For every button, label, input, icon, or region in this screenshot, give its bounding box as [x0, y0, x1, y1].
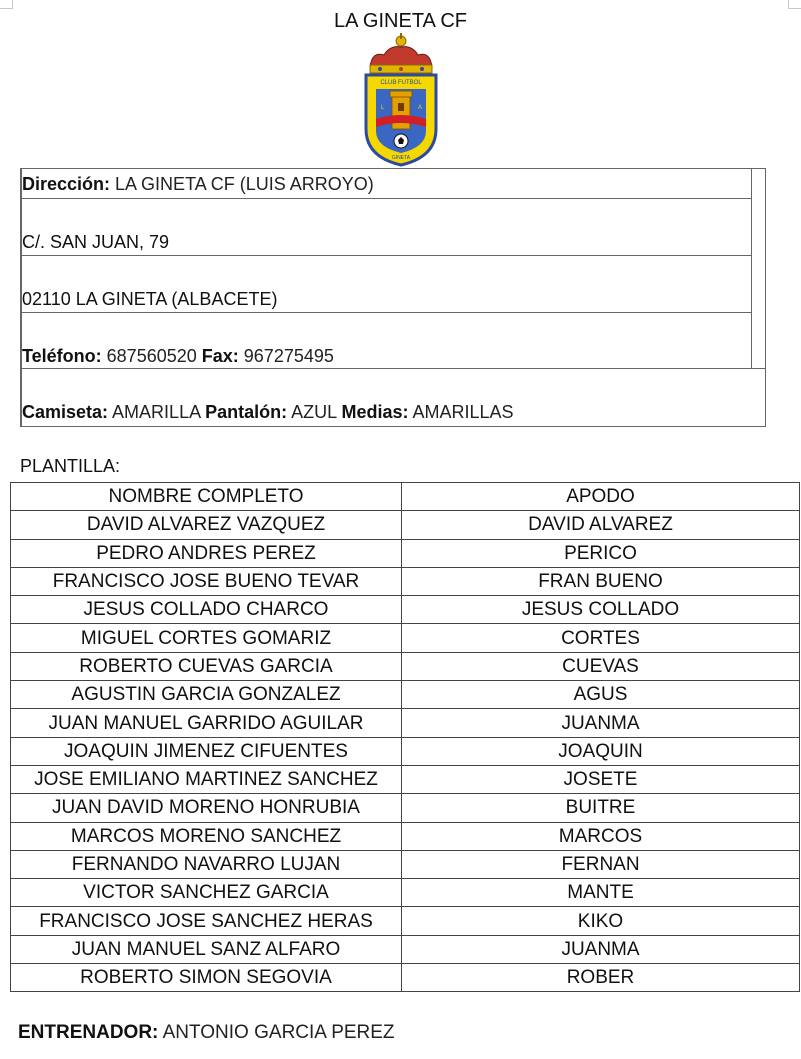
- player-full-name: ROBERTO SIMON SEGOVIA: [11, 964, 402, 992]
- player-nickname: AGUS: [402, 681, 800, 709]
- player-full-name: MARCOS MORENO SANCHEZ: [11, 822, 402, 850]
- direccion-line: [22, 174, 374, 195]
- player-full-name: FRANCISCO JOSE BUENO TEVAR: [11, 567, 402, 595]
- svg-text:CLUB FUTBOL: CLUB FUTBOL: [380, 80, 422, 86]
- player-full-name: AGUSTIN GARCIA GONZALEZ: [11, 681, 402, 709]
- player-nickname: JUANMA: [402, 935, 800, 963]
- player-nickname: FRAN BUENO: [402, 567, 800, 595]
- roster-table: [10, 482, 800, 992]
- table-row: [11, 709, 800, 737]
- roster-body: [11, 511, 800, 992]
- page-corner-mark-left: [0, 0, 13, 9]
- player-full-name: MIGUEL CORTES GOMARIZ: [11, 624, 402, 652]
- player-nickname: JOSETE: [402, 765, 800, 793]
- player-nickname: DAVID ALVAREZ: [402, 511, 800, 539]
- player-nickname: JOAQUIN: [402, 737, 800, 765]
- calle-line: C/. SAN JUAN, 79: [22, 232, 170, 252]
- player-full-name: JOAQUIN JIMENEZ CIFUENTES: [11, 737, 402, 765]
- column-header-nombre: NOMBRE COMPLETO: [11, 483, 402, 511]
- club-crest-logo: [360, 33, 442, 167]
- player-full-name: JOSE EMILIANO MARTINEZ SANCHEZ: [11, 765, 402, 793]
- entrenador-label: ENTRENADOR:: [18, 1022, 159, 1043]
- direccion-value: LA GINETA CF (LUIS ARROYO): [110, 174, 374, 194]
- player-nickname: JESUS COLLADO: [402, 596, 800, 624]
- medias-label: Medias:: [341, 402, 409, 422]
- player-nickname: ROBER: [402, 964, 800, 992]
- table-row: [11, 567, 800, 595]
- player-nickname: MARCOS: [402, 822, 800, 850]
- table-row: [11, 681, 800, 709]
- direccion-label: Dirección:: [22, 174, 111, 194]
- player-full-name: VICTOR SANCHEZ GARCIA: [11, 879, 402, 907]
- table-row: [11, 539, 800, 567]
- camiseta-value: AMARILLA: [108, 402, 206, 422]
- table-row: [11, 624, 800, 652]
- player-nickname: JUANMA: [402, 709, 800, 737]
- contact-info-block: [20, 168, 766, 428]
- pantalon-label: Pantalón:: [205, 402, 288, 422]
- player-nickname: PERICO: [402, 539, 800, 567]
- table-row: [11, 765, 800, 793]
- table-row: [11, 850, 800, 878]
- player-full-name: JUAN MANUEL SANZ ALFARO: [11, 935, 402, 963]
- entrenador-line: [18, 1022, 395, 1044]
- table-row: [11, 907, 800, 935]
- player-full-name: JESUS COLLADO CHARCO: [11, 596, 402, 624]
- player-full-name: JUAN DAVID MORENO HONRUBIA: [11, 794, 402, 822]
- pantalon-value: AZUL: [287, 402, 342, 422]
- telefono-value: 687560520: [101, 346, 202, 366]
- ciudad-line: 02110 LA GINETA (ALBACETE): [22, 289, 278, 309]
- svg-text:GINETA: GINETA: [391, 155, 411, 161]
- table-row: [11, 737, 800, 765]
- fax-value: 967275495: [238, 346, 334, 366]
- player-nickname: BUITRE: [402, 794, 800, 822]
- table-header-row: [11, 483, 800, 511]
- divider: [22, 198, 752, 199]
- player-full-name: FRANCISCO JOSE SANCHEZ HERAS: [11, 907, 402, 935]
- table-row: [11, 935, 800, 963]
- document-title: LA GINETA CF: [334, 10, 467, 32]
- table-row: [11, 964, 800, 992]
- telefono-line: [22, 346, 334, 367]
- medias-value: AMARILLAS: [408, 402, 514, 422]
- player-full-name: JUAN MANUEL GARRIDO AGUILAR: [11, 709, 402, 737]
- plantilla-heading: PLANTILLA:: [20, 456, 121, 476]
- entrenador-value: ANTONIO GARCIA PEREZ: [158, 1022, 395, 1043]
- table-row: [11, 822, 800, 850]
- player-full-name: PEDRO ANDRES PEREZ: [11, 539, 402, 567]
- player-full-name: FERNANDO NAVARRO LUJAN: [11, 850, 402, 878]
- table-row: [11, 794, 800, 822]
- player-nickname: MANTE: [402, 879, 800, 907]
- table-row: [11, 879, 800, 907]
- divider: [22, 255, 752, 256]
- player-full-name: ROBERTO CUEVAS GARCIA: [11, 652, 402, 680]
- player-nickname: CUEVAS: [402, 652, 800, 680]
- divider: [22, 312, 752, 313]
- table-row: [11, 511, 800, 539]
- svg-text:L: L: [381, 105, 385, 111]
- table-row: [11, 596, 800, 624]
- page-corner-mark-right: [788, 0, 801, 9]
- column-header-apodo: APODO: [402, 483, 800, 511]
- svg-text:A: A: [418, 105, 423, 111]
- player-nickname: KIKO: [402, 907, 800, 935]
- equipacion-line: [22, 402, 514, 423]
- player-full-name: DAVID ALVAREZ VAZQUEZ: [11, 511, 402, 539]
- fax-label: Fax:: [201, 346, 239, 366]
- camiseta-label: Camiseta:: [22, 402, 109, 422]
- player-nickname: FERNAN: [402, 850, 800, 878]
- table-row: [11, 652, 800, 680]
- player-nickname: CORTES: [402, 624, 800, 652]
- telefono-label: Teléfono:: [22, 346, 102, 366]
